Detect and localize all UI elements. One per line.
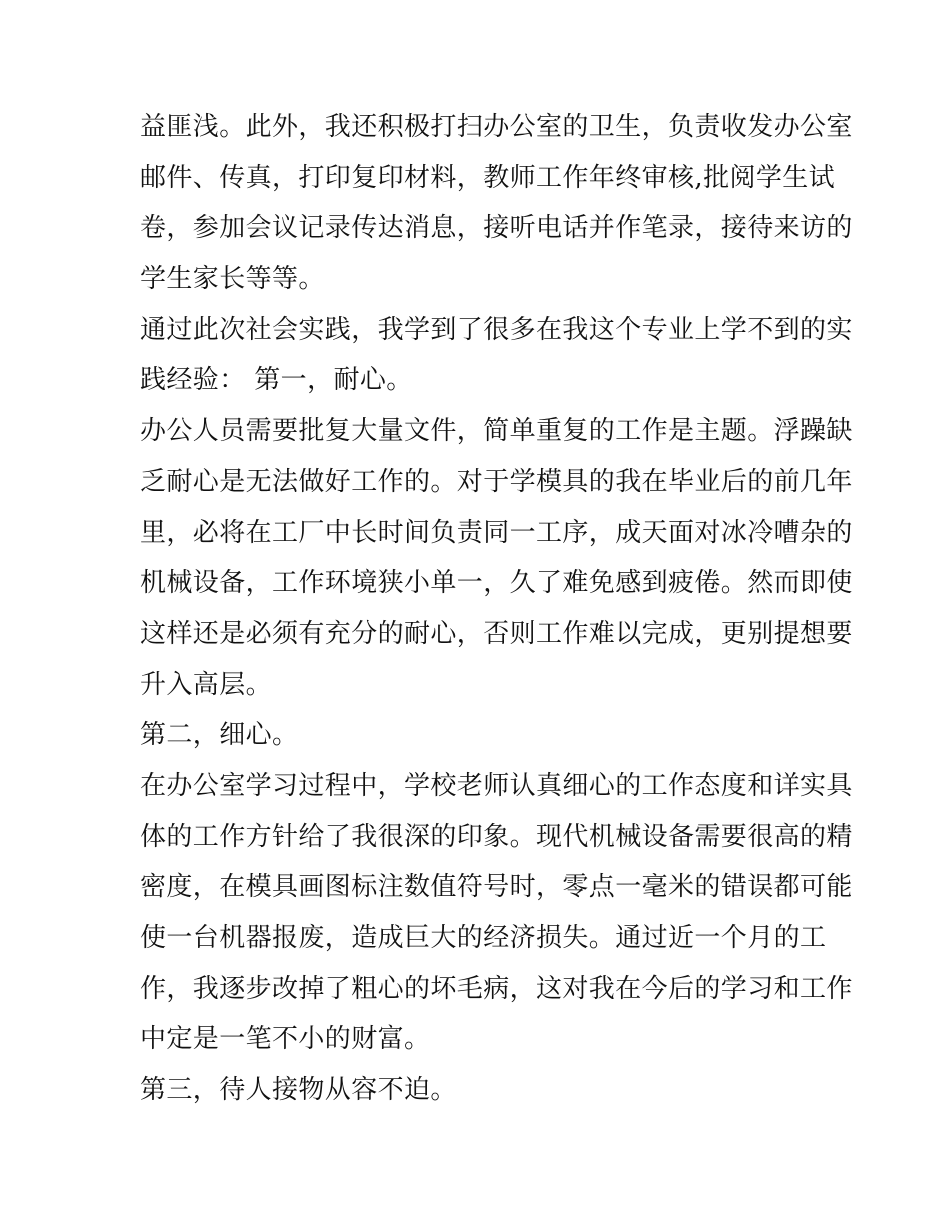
text-line: 办公人员需要批复大量文件，简单重复的工作是主题。浮躁缺 bbox=[140, 416, 853, 447]
text-line: 践经验： 第一，耐心。 bbox=[140, 365, 413, 396]
text-line: 在办公室学习过程中，学校老师认真细心的工作态度和详实具 bbox=[140, 770, 853, 801]
text-line: 卷，参加会议记录传达消息，接听电话并作笔录，接待来访的 bbox=[140, 213, 853, 244]
text-line: 乏耐心是无法做好工作的。对于学模具的我在毕业后的前几年 bbox=[140, 466, 853, 497]
body-text bbox=[140, 102, 853, 1116]
text-line: 里，必将在工厂中长时间负责同一工序，成天面对冰冷嘈杂的 bbox=[140, 517, 853, 548]
text-line: 体的工作方针给了我很深的印象。现代机械设备需要很高的精 bbox=[140, 821, 853, 852]
text-line: 使一台机器报废，造成巨大的经济损失。通过近一个月的工 bbox=[140, 923, 827, 953]
text-line: 学生家长等等。 bbox=[140, 264, 325, 295]
text-line: 第二，细心。 bbox=[140, 720, 299, 751]
text-line: 密度，在模具画图标注数值符号时，零点一毫米的错误都可能 bbox=[140, 872, 853, 903]
text-line: 机械设备，工作环境狭小单一，久了难免感到疲倦。然而即使 bbox=[140, 568, 853, 599]
text-line: 第三，待人接物从容不迫。 bbox=[140, 1075, 457, 1106]
text-line: 通过此次社会实践，我学到了很多在我这个专业上学不到的实 bbox=[140, 314, 853, 345]
text-line: 这样还是必须有充分的耐心，否则工作难以完成，更别提想要 bbox=[140, 618, 853, 649]
text-line: 升入高层。 bbox=[140, 669, 273, 700]
text-line: 益匪浅。此外，我还积极打扫办公室的卫生，负责收发办公室 bbox=[140, 112, 853, 142]
text-line: 邮件、传真，打印复印材料，教师工作年终审核,批阅学生试 bbox=[140, 162, 836, 193]
text-line: 中定是一笔不小的财富。 bbox=[140, 1024, 431, 1055]
text-line: 作，我逐步改掉了粗心的坏毛病，这对我在今后的学习和工作 bbox=[140, 973, 853, 1004]
